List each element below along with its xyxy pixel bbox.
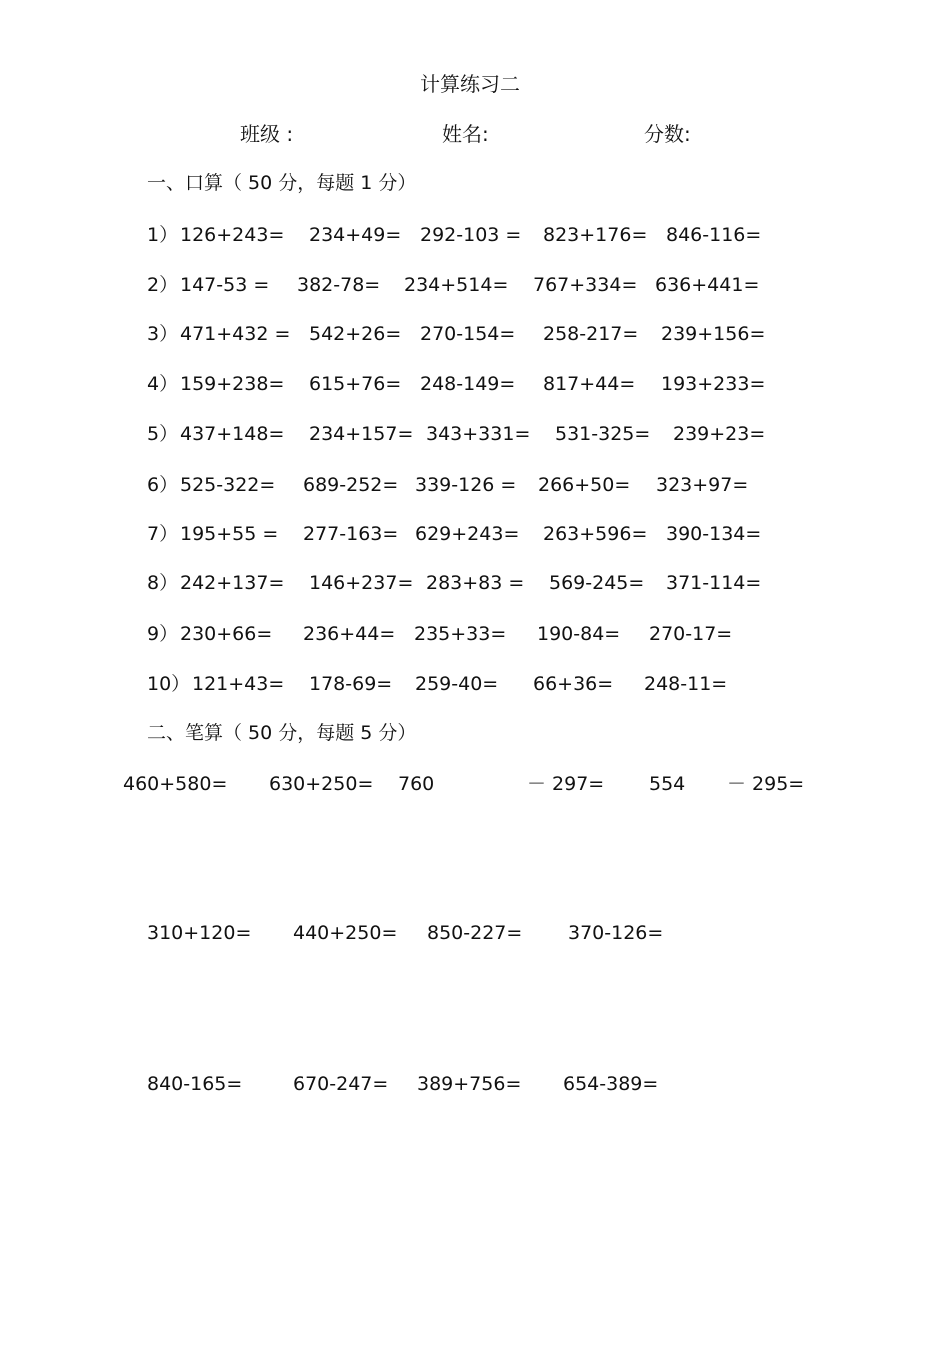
problem: 242+137= bbox=[180, 572, 285, 594]
problem: 846-116= bbox=[666, 224, 762, 246]
problem: 292-103 = bbox=[420, 224, 522, 246]
problem: 629+243= bbox=[415, 523, 520, 545]
written-problem: 460+580= bbox=[123, 773, 228, 795]
problem: 437+148= bbox=[180, 423, 285, 445]
problem: 636+441= bbox=[655, 274, 760, 296]
written-problem-part: － 295= bbox=[727, 773, 805, 795]
class-label: 班级 : bbox=[240, 122, 294, 146]
problem: 126+243= bbox=[180, 224, 285, 246]
problem: 263+596= bbox=[543, 523, 648, 545]
problem: 390-134= bbox=[666, 523, 762, 545]
problem: 235+33= bbox=[414, 623, 507, 645]
problem: 569-245= bbox=[549, 572, 645, 594]
problem: 248-11= bbox=[644, 673, 728, 695]
problem: 343+331= bbox=[426, 423, 531, 445]
problem: 471+432 = bbox=[180, 323, 291, 345]
problem: 382-78= bbox=[297, 274, 381, 296]
written-problem: 630+250= bbox=[269, 773, 374, 795]
problem: 239+23= bbox=[673, 423, 766, 445]
section2-heading: 二、笔算（ 50 分，每题 5 分） bbox=[147, 722, 417, 744]
problem: 230+66= bbox=[180, 623, 273, 645]
row-number: 3） bbox=[147, 323, 179, 345]
page-title: 计算练习二 bbox=[420, 72, 520, 96]
problem: 234+49= bbox=[309, 224, 402, 246]
row-number: 10） bbox=[147, 673, 191, 695]
problem: 195+55 = bbox=[180, 523, 279, 545]
problem: 236+44= bbox=[303, 623, 396, 645]
problem: 277-163= bbox=[303, 523, 399, 545]
problem: 689-252= bbox=[303, 474, 399, 496]
written-problem: 840-165= bbox=[147, 1073, 243, 1095]
row-number: 7） bbox=[147, 523, 179, 545]
row-number: 9） bbox=[147, 623, 179, 645]
written-problem: 310+120= bbox=[147, 922, 252, 944]
problem: 66+36= bbox=[533, 673, 614, 695]
row-number: 5） bbox=[147, 423, 179, 445]
problem: 283+83 = bbox=[426, 572, 525, 594]
problem: 270-17= bbox=[649, 623, 733, 645]
written-problem: 654-389= bbox=[563, 1073, 659, 1095]
problem: 234+157= bbox=[309, 423, 414, 445]
problem: 146+237= bbox=[309, 572, 414, 594]
written-problem: 850-227= bbox=[427, 922, 523, 944]
problem: 258-217= bbox=[543, 323, 639, 345]
row-number: 2） bbox=[147, 274, 179, 296]
problem: 339-126 = bbox=[415, 474, 517, 496]
problem: 193+233= bbox=[661, 373, 766, 395]
problem: 371-114= bbox=[666, 572, 762, 594]
row-number: 8） bbox=[147, 572, 179, 594]
written-problem: 389+756= bbox=[417, 1073, 522, 1095]
problem: 147-53 = bbox=[180, 274, 270, 296]
row-number: 4） bbox=[147, 373, 179, 395]
problem: 542+26= bbox=[309, 323, 402, 345]
problem: 121+43= bbox=[192, 673, 285, 695]
problem: 270-154= bbox=[420, 323, 516, 345]
problem: 823+176= bbox=[543, 224, 648, 246]
problem: 817+44= bbox=[543, 373, 636, 395]
row-number: 1） bbox=[147, 224, 179, 246]
problem: 178-69= bbox=[309, 673, 393, 695]
row-number: 6） bbox=[147, 474, 179, 496]
problem: 234+514= bbox=[404, 274, 509, 296]
written-problem-part: 554 bbox=[649, 773, 686, 795]
written-problem: 670-247= bbox=[293, 1073, 389, 1095]
problem: 525-322= bbox=[180, 474, 276, 496]
problem: 531-325= bbox=[555, 423, 651, 445]
score-label: 分数: bbox=[644, 122, 691, 146]
written-problem: 370-126= bbox=[568, 922, 664, 944]
problem: 767+334= bbox=[533, 274, 638, 296]
written-problem: 440+250= bbox=[293, 922, 398, 944]
problem: 239+156= bbox=[661, 323, 766, 345]
written-problem-part: － 297= bbox=[527, 773, 605, 795]
problem: 615+76= bbox=[309, 373, 402, 395]
name-label: 姓名: bbox=[442, 122, 489, 146]
problem: 266+50= bbox=[538, 474, 631, 496]
problem: 248-149= bbox=[420, 373, 516, 395]
problem: 323+97= bbox=[656, 474, 749, 496]
problem: 159+238= bbox=[180, 373, 285, 395]
written-problem-part: 760 bbox=[398, 773, 435, 795]
problem: 259-40= bbox=[415, 673, 499, 695]
section1-heading: 一、口算（ 50 分，每题 1 分） bbox=[147, 172, 417, 194]
problem: 190-84= bbox=[537, 623, 621, 645]
